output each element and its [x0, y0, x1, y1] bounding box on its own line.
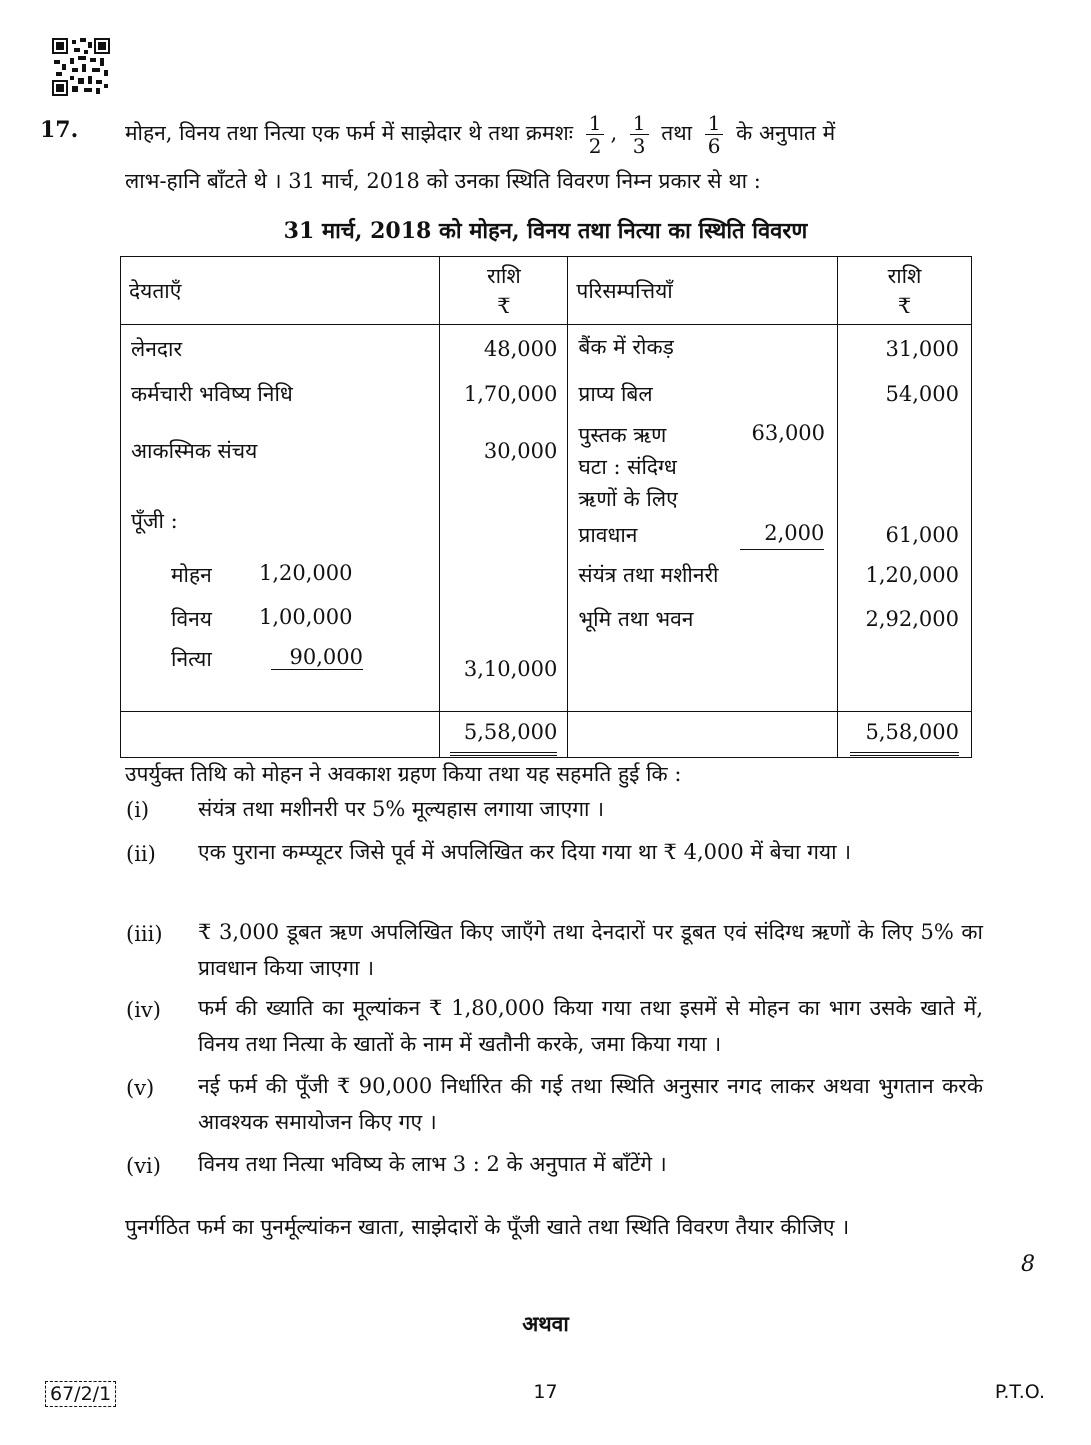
asset-land: भूमि तथा भवन — [578, 607, 694, 631]
liab-creditors-amt: 48,000 — [483, 337, 558, 361]
liab-epf-amt: 1,70,000 — [463, 382, 558, 406]
item-text-5: नई फर्म की पूँजी ₹ 90,000 निर्धारित की गई तथा स्थिति अनुसार नगद लाकर अथवा भुगतान करके आवश्यक समायोजन किए गए । — [198, 1074, 983, 1134]
table-total-row — [121, 712, 972, 758]
asset-less2: ऋणों के लिए — [578, 487, 678, 511]
header-amount-left: राशि ₹ — [440, 257, 568, 325]
liab-reserve-amt: 30,000 — [483, 439, 558, 463]
liab-total: 5,58,000 — [450, 714, 557, 756]
item-text-3: ₹ 3,000 डूबत ऋण अपलिखित किए जाएँगे तथा देनदारों पर डूबत एवं संदिग्ध ऋणों के लिए 5% का प्रावधान किया जाएगा । — [198, 920, 983, 980]
question-text-b: के अनुपात में — [736, 121, 836, 145]
fraction-half: $\frac{1}{2}$ — [586, 112, 605, 157]
item-num-1: (i) — [126, 798, 150, 822]
item-num-4: (iv) — [126, 998, 161, 1022]
table-body-row — [121, 325, 972, 712]
liab-mohan-amt: 1,20,000 — [259, 561, 353, 585]
liab-epf: कर्मचारी भविष्य निधि — [131, 382, 293, 406]
closing-instruction: पुनर्गठित फर्म का पुनर्मूल्यांकन खाता, साझेदारों के पूँजी खाते तथा स्थिति विवरण तैयार कीजिए । — [125, 1215, 850, 1239]
asset-cash: बैंक में रोकड़ — [578, 335, 674, 359]
asset-bills-amt: 54,000 — [885, 382, 959, 406]
item-num-2: (ii) — [126, 842, 156, 866]
asset-plant: संयंत्र तथा मशीनरी — [578, 563, 719, 587]
liab-capital-total: 3,10,000 — [463, 657, 558, 681]
item-num-3: (iii) — [126, 922, 163, 946]
athva-heading: अथवा — [522, 1311, 569, 1336]
asset-cash-amt: 31,000 — [885, 337, 959, 361]
question-line-1: मोहन, विनय तथा नित्या एक फर्म में साझेदार थे तथा क्रमशः $\frac{1}{2}$ , $\frac{1}{3}$ तथा $\frac{1}{6}$ के अनुपात में — [125, 111, 836, 158]
liab-nitya: नित्या — [171, 647, 212, 671]
fraction-sixth: $\frac{1}{6}$ — [705, 112, 724, 157]
pto-label: P.T.O. — [994, 1381, 1045, 1403]
asset-provision-amt: 2,000 — [740, 521, 824, 550]
asset-debtors-amt: 63,000 — [751, 421, 826, 445]
item-text-6: विनय तथा नित्या भविष्य के लाभ 3 : 2 के अनुपात में बाँटेंगे । — [198, 1152, 667, 1176]
question-tatha: तथा — [661, 121, 693, 145]
asset-land-amt: 2,92,000 — [865, 607, 959, 631]
liab-capital: पूँजी : — [131, 509, 178, 533]
asset-debtors: पुस्तक ऋण — [578, 423, 667, 447]
question-text-a: मोहन, विनय तथा नित्या एक फर्म में साझेदार थे तथा क्रमशः — [125, 121, 574, 145]
fraction-third: $\frac{1}{3}$ — [630, 112, 649, 157]
header-liabilities: देयताएँ — [121, 257, 440, 325]
asset-total: 5,58,000 — [850, 714, 959, 756]
liab-vinay-amt: 1,00,000 — [259, 605, 353, 629]
liab-creditors: लेनदार — [131, 337, 183, 361]
liab-mohan: मोहन — [171, 563, 212, 587]
asset-provision: प्रावधान — [578, 523, 638, 547]
item-num-5: (v) — [126, 1076, 155, 1100]
table-header-row — [121, 257, 972, 325]
asset-debtors-net: 61,000 — [885, 523, 959, 547]
liab-reserve: आकस्मिक संचय — [131, 439, 258, 463]
header-assets: परिसम्पत्तियाँ — [568, 257, 838, 325]
qr-code-icon — [52, 38, 110, 96]
balance-sheet-table — [120, 256, 972, 758]
intro-text: उपर्युक्त तिथि को मोहन ने अवकाश ग्रहण किया तथा यह सहमति हुई कि : — [125, 762, 682, 786]
liab-nitya-amt: 90,000 — [271, 645, 363, 670]
balance-sheet-title: 31 मार्च, 2018 को मोहन, विनय तथा नित्या का स्थिति विवरण — [283, 218, 808, 244]
item-num-6: (vi) — [126, 1154, 161, 1178]
paper-code: 67/2/1 — [45, 1381, 116, 1407]
header-amount-right: राशि ₹ — [838, 257, 972, 325]
marks: 8 — [1021, 1252, 1035, 1277]
asset-less: घटा : संदिग्ध — [578, 455, 677, 479]
question-line-2: लाभ-हानि बाँटते थे । 31 मार्च, 2018 को उनका स्थिति विवरण निम्न प्रकार से था : — [125, 169, 761, 193]
asset-plant-amt: 1,20,000 — [865, 563, 959, 587]
asset-bills: प्राप्य बिल — [578, 382, 653, 406]
page-number: 17 — [533, 1381, 558, 1403]
question-number: 17. — [40, 117, 79, 143]
item-text-4: फर्म की ख्याति का मूल्यांकन ₹ 1,80,000 किया गया तथा इसमें से मोहन का भाग उसके खाते में, विनय तथा नित्या के खातों के नाम में खतौनी करके, जमा किया गया । — [198, 996, 983, 1056]
liab-vinay: विनय — [171, 607, 212, 631]
item-text-2: एक पुराना कम्प्यूटर जिसे पूर्व में अपलिखित कर दिया गया था ₹ 4,000 में बेचा गया । — [198, 840, 852, 864]
item-text-1: संयंत्र तथा मशीनरी पर 5% मूल्यहास लगाया जाएगा । — [198, 797, 605, 821]
